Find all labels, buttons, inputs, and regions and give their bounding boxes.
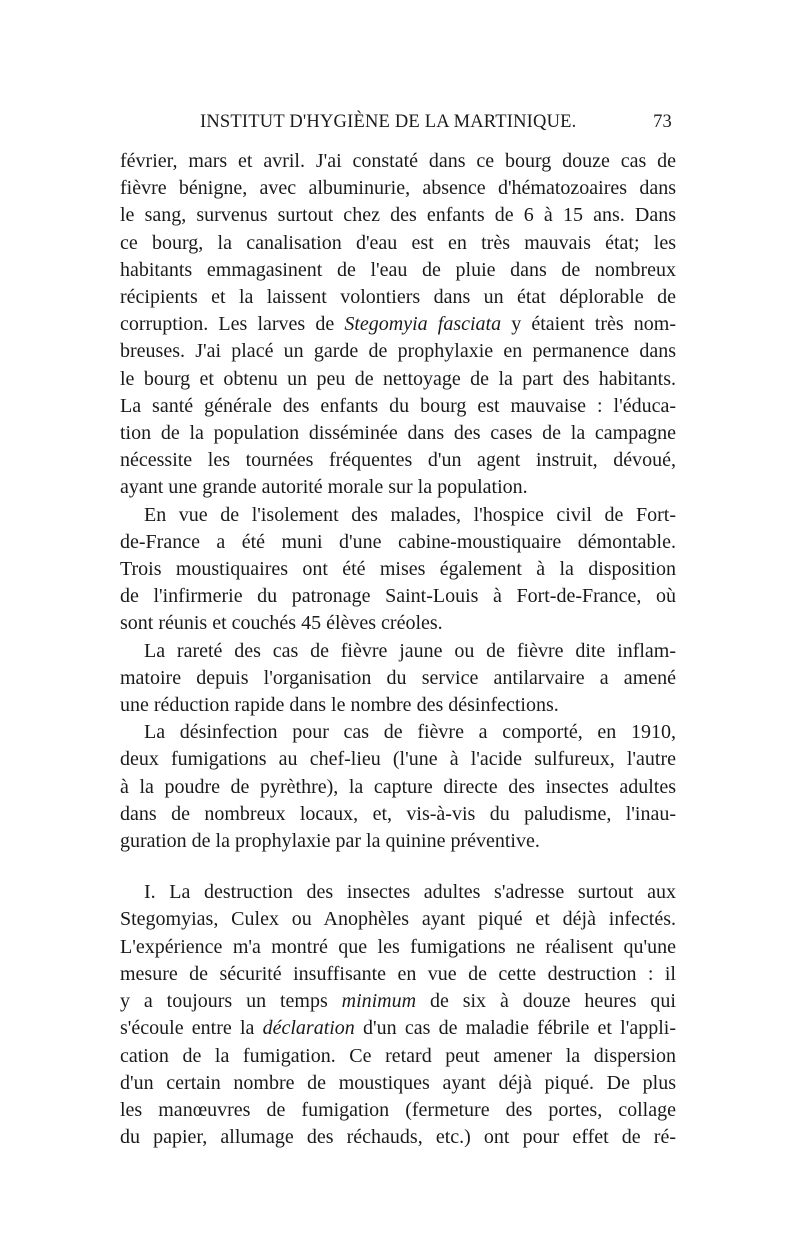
italic-term: minimum bbox=[341, 990, 417, 1013]
text-line: guration de la prophylaxie par la quinine préventive. bbox=[120, 830, 540, 853]
text-line bbox=[120, 311, 676, 338]
paragraph-1 bbox=[120, 148, 676, 502]
text-fragment: s'écoule entre la bbox=[120, 1017, 263, 1040]
text-line: habitants emmagasinent de l'eau de pluie dans de nombreux bbox=[120, 258, 676, 281]
text-line: tion de la population disséminée dans des cases de la campagne bbox=[120, 422, 676, 445]
paragraph-5 bbox=[120, 879, 676, 1151]
text-line: Stegomyias, Culex ou Anophèles ayant piqué et déjà infectés. bbox=[120, 908, 676, 931]
text-line: fièvre bénigne, avec albuminurie, absence d'hématozoaires dans bbox=[120, 177, 676, 200]
body-text bbox=[120, 148, 676, 1151]
text-line: I. La destruction des insectes adultes s'adresse surtout aux bbox=[144, 881, 676, 904]
text-line: mesure de sécurité insuffisante en vue de cette destruction : il bbox=[120, 962, 676, 985]
text-fragment: de six à douze heures qui bbox=[416, 990, 676, 1013]
text-line: de-France a été muni d'une cabine-moustiquaire démontable. bbox=[120, 530, 676, 553]
text-line: L'expérience m'a montré que les fumigations ne réalisent qu'une bbox=[120, 935, 676, 958]
text-line: février, mars et avril. J'ai constaté dans ce bourg douze cas de bbox=[120, 150, 676, 172]
text-line: ce bourg, la canalisation d'eau est en très mauvais état; les bbox=[120, 231, 676, 254]
text-line: le bourg et obtenu un peu de nettoyage de la part des habitants. bbox=[120, 367, 676, 390]
text-fragment: d'un cas de maladie fébrile et l'appli- bbox=[354, 1017, 676, 1040]
paragraph-4 bbox=[120, 719, 676, 855]
book-page bbox=[120, 112, 676, 1151]
text-line bbox=[120, 988, 676, 1015]
text-line: du papier, allumage des réchauds, etc.) ont pour effet de ré- bbox=[120, 1126, 676, 1149]
text-line: Trois moustiquaires ont été mises également à la disposition bbox=[120, 558, 676, 581]
text-fragment: corruption. Les larves de bbox=[120, 313, 345, 336]
text-line: cation de la fumigation. Ce retard peut amener la dispersion bbox=[120, 1044, 676, 1067]
text-line: les manœuvres de fumigation (fermeture des portes, collage bbox=[120, 1098, 676, 1121]
text-line: le sang, survenus surtout chez des enfants de 6 à 15 ans. Dans bbox=[120, 204, 676, 227]
text-line: La santé générale des enfants du bourg est mauvaise : l'éduca- bbox=[120, 394, 676, 417]
text-line bbox=[120, 1015, 676, 1042]
text-line: matoire depuis l'organisation du service antilarvaire a amené bbox=[120, 666, 676, 689]
text-line: deux fumigations au chef-lieu (l'une à l'acide sulfureux, l'autre bbox=[120, 748, 676, 771]
page-number: 73 bbox=[653, 112, 672, 132]
text-fragment: y a toujours un temps bbox=[120, 990, 342, 1013]
paragraph-3 bbox=[120, 638, 676, 720]
text-line: dans de nombreux locaux, et, vis-à-vis du paludisme, l'inau- bbox=[120, 802, 676, 825]
species-name: Stegomyia fasciata bbox=[344, 313, 502, 336]
text-line: breuses. J'ai placé un garde de prophylaxie en permanence dans bbox=[120, 340, 676, 363]
text-line: une réduction rapide dans le nombre des désinfections. bbox=[120, 694, 559, 717]
text-line: récipients et la laissent volontiers dans un état déplorable de bbox=[120, 286, 676, 309]
text-fragment: y étaient très nom- bbox=[501, 313, 676, 336]
text-line: sont réunis et couchés 45 élèves créoles. bbox=[120, 612, 443, 635]
text-line: nécessite les tournées fréquentes d'un agent instruit, dévoué, bbox=[120, 449, 676, 472]
text-line: La désinfection pour cas de fièvre a comporté, en 1910, bbox=[144, 721, 676, 744]
text-line: La rareté des cas de fièvre jaune ou de fièvre dite inflam- bbox=[144, 639, 676, 662]
running-head bbox=[120, 112, 676, 148]
italic-term: déclaration bbox=[262, 1017, 355, 1040]
text-line: En vue de l'isolement des malades, l'hospice civil de Fort- bbox=[144, 503, 676, 526]
paragraph-2 bbox=[120, 502, 676, 638]
text-line: d'un certain nombre de moustiques ayant déjà piqué. De plus bbox=[120, 1071, 676, 1094]
text-line: de l'infirmerie du patronage Saint-Louis à Fort-de-France, où bbox=[120, 585, 676, 608]
running-title: INSTITUT D'HYGIÈNE DE LA MARTINIQUE. bbox=[200, 112, 577, 132]
text-line: ayant une grande autorité morale sur la population. bbox=[120, 476, 528, 499]
text-line: à la poudre de pyrèthre), la capture directe des insectes adultes bbox=[120, 775, 676, 798]
